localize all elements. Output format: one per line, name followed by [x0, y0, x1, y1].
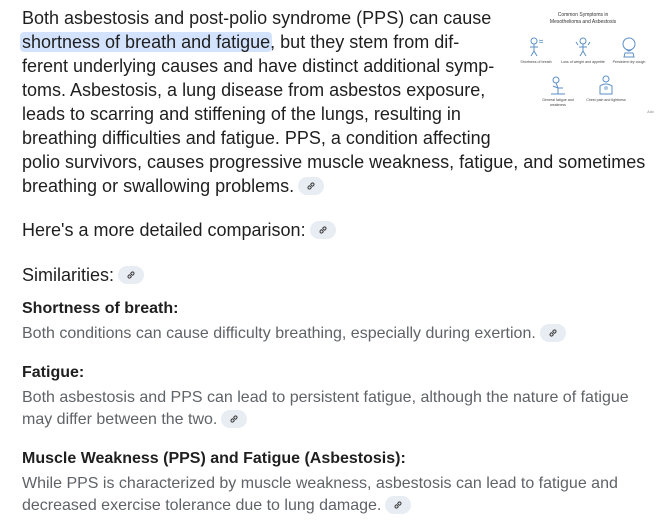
source-link-chip[interactable]: [310, 221, 336, 239]
item-body-line: may differ between the two.: [22, 411, 218, 428]
symptom-item: [536, 74, 580, 107]
item-body-line: Both asbestosis and PPS can lead to persistent fatigue, although the nature of fatigue: [22, 389, 629, 406]
symptom-label: Loss of weight and appetite: [561, 60, 605, 64]
intro-line-6: breathing difficulties and fatigue. PPS, a condition affecting: [22, 128, 491, 148]
figure-title-line-2: Mesothelioma and Asbestosis: [549, 19, 617, 25]
source-link-chip[interactable]: [118, 266, 144, 284]
link-icon: [126, 270, 136, 280]
intro-line-7: polio survivors, causes progressive muscle weakness, fatigue, and sometimes: [22, 152, 646, 172]
item-body-line: decreased exercise tolerance due to lung damage.: [22, 497, 382, 514]
symptom-item: [607, 36, 651, 65]
intro-line-5: leads to scarring and stiffening of the lungs, resulting in: [22, 104, 461, 124]
item-label-shortness: Shortness of breath:: [22, 300, 179, 317]
item-label-muscle-weakness: Muscle Weakness (PPS) and Fatigue (Asbestosis):: [22, 450, 406, 467]
symptoms-thumbnail[interactable]: [508, 6, 658, 118]
item-label-fatigue: Fatigue:: [22, 364, 85, 381]
intro-line-1: Both asbestosis and post-polio syndrome (PPS) can cause: [22, 8, 492, 28]
source-link-chip[interactable]: [540, 324, 566, 342]
person-cough-icon: [619, 36, 639, 58]
link-icon: [393, 500, 403, 510]
link-icon: [229, 414, 239, 424]
symptom-label: Chest pain and tightness: [586, 98, 626, 102]
comparison-intro-text: Here's a more detailed comparison:: [22, 220, 306, 240]
link-icon: [318, 225, 328, 235]
symptom-label: Shortness of breath: [520, 60, 552, 64]
comparison-intro: [22, 218, 662, 242]
source-link-chip[interactable]: [385, 496, 411, 514]
source-link-chip[interactable]: [221, 410, 247, 428]
item-body: [22, 473, 662, 517]
source-link-chip[interactable]: [298, 177, 324, 195]
figure-credit: Adv: [647, 109, 654, 114]
symptom-label: General fatigue and weakness: [542, 98, 574, 107]
intro-line-8: breathing or swallowing problems.: [22, 176, 295, 196]
figure-title: [508, 12, 658, 26]
person-breath-icon: [526, 36, 546, 58]
item-body-line: While PPS is characterized by muscle weakness, asbestosis can lead to fatigue and: [22, 475, 618, 492]
symptom-item: [584, 74, 628, 103]
link-icon: [548, 328, 558, 338]
person-weight-icon: [573, 36, 593, 58]
similarities-heading-text: Similarities:: [22, 265, 115, 285]
item-body-line: Both conditions can cause difficulty breathing, especially during exertion.: [22, 325, 536, 342]
item-body: [22, 387, 662, 431]
similarities-heading: [22, 263, 662, 287]
person-chest-icon: [596, 74, 616, 96]
item-body: [22, 323, 662, 345]
figure-title-line-1: Common Symptoms in: [557, 12, 609, 18]
intro-line-4: toms. Asbestosis, a lung disease from asbestos exposure,: [22, 80, 486, 100]
intro-line-3: ferent underlying causes and have distinct additional symp-: [22, 56, 495, 76]
symptom-label: Persistent dry cough: [612, 60, 646, 64]
highlighted-phrase[interactable]: shortness of breath and fatigue: [22, 32, 271, 52]
link-icon: [306, 181, 316, 191]
symptom-item: [561, 36, 605, 65]
intro-line-2: , but they stem from dif-: [270, 32, 460, 52]
person-fatigue-icon: [548, 74, 568, 96]
symptom-item: [514, 36, 558, 65]
